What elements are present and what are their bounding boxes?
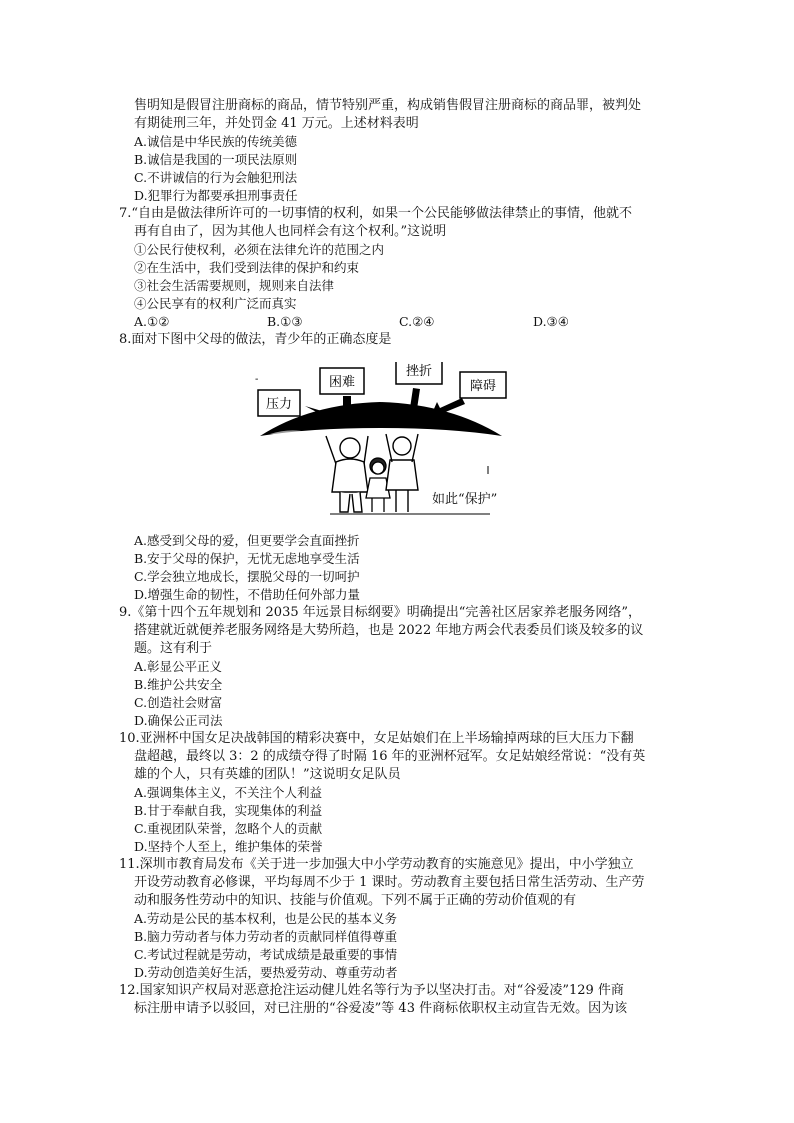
small-dash: -: [255, 374, 259, 385]
q6-line2: 有期徒刑三年，并处罚金 41 万元。上述材料表明: [134, 116, 419, 131]
label-box-obstacle: [460, 372, 506, 398]
q9-stem-line1: 9.《第十四个五年规划和 2035 年远景目标纲要》明确提出“完善社区居家养老服务网络”，: [119, 605, 642, 620]
q11-stem-line2: 开设劳动教育必修课，平均每周不少于 1 课时。劳动教育主要包括日常生活劳动、生产劳: [134, 875, 645, 890]
q10-option-c: C.重视团队荣誉，忽略个人的贡献: [134, 821, 323, 836]
q8-stem: 8.面对下图中父母的做法，青少年的正确态度是: [119, 332, 392, 347]
q6-option-c: C.不讲诚信的行为会触犯刑法: [134, 170, 298, 185]
q10-option-b: B.甘于奉献自我，实现集体的利益: [134, 803, 323, 818]
q6-option-b: B.诚信是我国的一项民法原则: [134, 152, 298, 167]
q11-option-a: A.劳动是公民的基本权利，也是公民的基本义务: [134, 911, 398, 926]
label-box-pressure: [258, 390, 300, 416]
q11-stem-line3: 动和服务性劳动中的知识、技能与价值观。下列不属于正确的劳动价值观的有: [134, 893, 577, 908]
q8-option-a: A.感受到父母的爱，但更要学会直面挫折: [134, 533, 360, 548]
label-pressure: 压力: [265, 397, 293, 412]
q10-stem-line2: 盘超越，最终以 3：2 的成绩夺得了时隔 16 年的亚洲杯冠军。女足姑娘经常说：“没有英: [134, 749, 646, 764]
q7-statement-4: ④公民享有的权利广泛而真实: [134, 296, 297, 311]
q12-stem-line1: 12.国家知识产权局对恶意抢注运动健儿姓名等行为予以坚决打击。对“谷爱凌”129 件商: [119, 983, 624, 998]
q7-statement-1: ①公民行使权利，必须在法律允许的范围之内: [134, 242, 385, 257]
q9-option-a: A.彰显公平正义: [134, 659, 223, 674]
label-obstacle: 障碍: [469, 379, 497, 394]
q11-option-b: B.脑力劳动者与体力劳动者的贡献同样值得尊重: [134, 929, 398, 944]
q6-option-d: D.犯罪行为都要承担刑事责任: [134, 188, 298, 203]
q11-stem-line1: 11.深圳市教育局发布《关于进一步加强大中小学劳动教育的实施意见》提出，中小学独立: [119, 857, 634, 872]
q7-stem-line1: 7.“自由是做法律所许可的一切事情的权利，如果一个公民能够做法律禁止的事情，他就不: [119, 206, 633, 221]
q6-line1: 售明知是假冒注册商标的商品，情节特别严重，构成销售假冒注册商标的商品罪，被判处: [134, 98, 642, 113]
label-box-difficulty: [320, 368, 364, 394]
q9-option-c: C.创造社会财富: [134, 695, 223, 710]
q7-choice-c: C.②④: [399, 314, 435, 329]
q7-statement-2: ②在生活中，我们受到法律的保护和约束: [134, 260, 360, 275]
mother-figure: [386, 434, 418, 512]
q7-statement-3: ③社会生活需要规则，规则来自法律: [134, 278, 335, 293]
q9-option-b: B.维护公共安全: [134, 677, 223, 692]
q10-stem-line1: 10.亚洲杯中国女足决战韩国的精彩决赛中，女足姑娘们在上半场输掉两球的巨大压力下翻: [119, 731, 634, 746]
q7-choice-d: D.③④: [533, 314, 569, 329]
q10-stem-line3: 雄的个人，只有英雄的团队！”这说明女足队员: [134, 767, 401, 782]
label-difficulty: 困难: [328, 375, 356, 390]
q10-option-d: D.坚持个人至上，维护集体的荣誉: [134, 839, 323, 854]
q6-option-a: A.诚信是中华民族的传统美德: [134, 134, 298, 149]
q9-stem-line2: 搭建就近就便养老服务网络是大势所趋，也是 2022 年地方两会代表委员们谈及较多的议: [134, 623, 644, 638]
q9-option-d: D.确保公正司法: [134, 713, 223, 728]
father-figure: [326, 436, 368, 512]
cartoon-caption: 如此“保护”: [432, 492, 498, 507]
q9-stem-line3: 题。这有利于: [134, 641, 213, 656]
q7-choice-a: A.①②: [134, 314, 170, 329]
q10-option-a: A.强调集体主义，不关注个人利益: [134, 785, 323, 800]
label-setback: 挫折: [405, 364, 433, 379]
q8-option-c: C.学会独立地成长，摆脱父母的一切呵护: [134, 569, 360, 584]
q11-option-d: D.劳动创造美好生活，要热爱劳动、尊重劳动者: [134, 965, 398, 980]
q8-option-b: B.安于父母的保护，无忧无虑地享受生活: [134, 551, 360, 566]
q8-option-d: D.增强生命的韧性，不借助任何外部力量: [134, 587, 361, 602]
q12-stem-line2: 标注册申请予以驳回，对已注册的“谷爱凌”等 43 件商标依职权主动宣告无效。因为该: [134, 1001, 628, 1016]
label-box-setback: [396, 362, 442, 384]
q11-option-c: C.考试过程就是劳动，考试成绩是最重要的事情: [134, 947, 398, 962]
q7-choice-b: B.①③: [267, 314, 303, 329]
q7-stem-line2: 再有自由了，因为其他人也同样会有这个权利。”这说明: [134, 224, 447, 239]
